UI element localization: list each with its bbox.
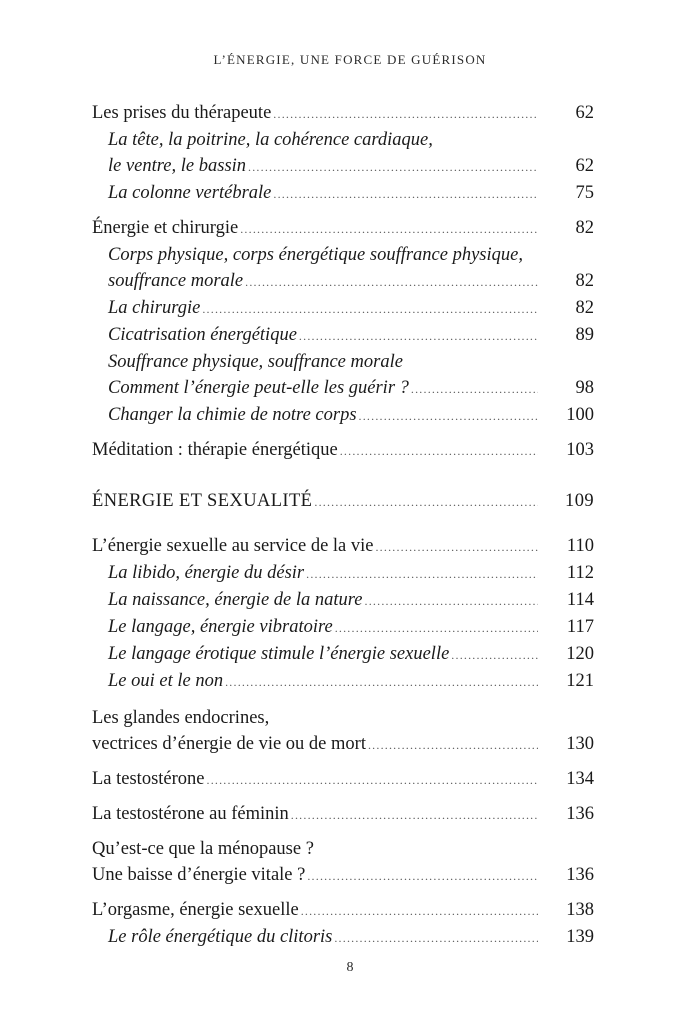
toc-page-number: 117 [566, 617, 594, 637]
toc-page-number: 100 [566, 405, 594, 425]
toc-page-number: 75 [575, 183, 594, 203]
toc-subentry [92, 587, 594, 614]
toc-chapter [92, 488, 594, 515]
toc-entry-title: vectrices d’énergie de vie ou de mort [92, 734, 366, 754]
dot-leader [335, 615, 538, 641]
dot-leader [451, 642, 538, 668]
toc-entry-title: La libido, énergie du désir [108, 563, 305, 583]
dot-leader [307, 863, 538, 889]
dot-leader [306, 561, 538, 587]
toc-subentry [92, 924, 594, 951]
toc-entry-title: Qu’est-ce que la ménopause ? [92, 839, 314, 859]
toc-page-number: 136 [566, 804, 594, 824]
toc-entry-title: La chirurgie [108, 298, 201, 318]
table-of-contents [92, 100, 594, 951]
toc-entry-title: L’énergie sexuelle au service de la vie [92, 536, 374, 556]
dot-leader [365, 588, 538, 614]
toc-page-number: 114 [566, 590, 594, 610]
dot-leader [248, 154, 538, 180]
toc-entry-title: La tête, la poitrine, la cohérence cardiaque, [108, 130, 433, 150]
toc-entry [92, 100, 594, 127]
dot-leader [301, 898, 538, 924]
toc-page-number: 62 [575, 156, 594, 176]
dot-leader [314, 489, 538, 515]
dot-leader [359, 403, 538, 429]
toc-entry-title: La colonne vertébrale [108, 183, 272, 203]
toc-entry [92, 215, 594, 242]
toc-page-number: 134 [566, 769, 594, 789]
toc-entry [92, 897, 594, 924]
toc-entry-title: Les glandes endocrines, [92, 708, 270, 728]
dot-leader [375, 534, 538, 560]
toc-page-number: 98 [575, 378, 594, 398]
dot-leader [273, 181, 538, 207]
toc-entry-title: Changer la chimie de notre corps [108, 405, 357, 425]
toc-page-number: 110 [566, 536, 594, 556]
toc-page-number: 138 [566, 900, 594, 920]
toc-entry-title: Les prises du thérapeute [92, 103, 272, 123]
toc-subentry [92, 668, 594, 695]
running-head: L’ÉNERGIE, UNE FORCE DE GUÉRISON [213, 52, 487, 67]
toc-entry-title: Comment l’énergie peut-elle les guérir ? [108, 378, 409, 398]
toc-entry-title: Le oui et le non [108, 671, 224, 691]
toc-entry [92, 533, 594, 560]
dot-leader [240, 216, 538, 242]
toc-subentry [92, 402, 594, 429]
toc-entry-title: La naissance, énergie de la nature [108, 590, 363, 610]
toc-entry-title: le ventre, le bassin [108, 156, 247, 176]
dot-leader [334, 925, 538, 951]
toc-entry-title: ÉNERGIE ET SEXUALITÉ [92, 491, 313, 511]
dot-leader [225, 669, 538, 695]
toc-subentry [92, 641, 594, 668]
toc-entry-title: Le langage, énergie vibratoire [108, 617, 333, 637]
toc-page-number: 112 [566, 563, 594, 583]
toc-page-number: 82 [575, 271, 594, 291]
dot-leader [202, 296, 538, 322]
dot-leader [299, 323, 538, 349]
dot-leader [340, 438, 538, 464]
toc-page-number: 136 [566, 865, 594, 885]
toc-page-number: 109 [565, 491, 594, 511]
toc-entry [92, 801, 594, 828]
toc-entry-title: Cicatrisation énergétique [108, 325, 297, 345]
toc-entry-title: Une baisse d’énergie vitale ? [92, 865, 306, 885]
toc-subentry [92, 242, 594, 295]
toc-entry-title: Méditation : thérapie énergétique [92, 440, 338, 460]
toc-page-number: 82 [575, 218, 594, 238]
toc-subentry [92, 322, 594, 349]
toc-subentry [92, 349, 594, 402]
toc-entry-title: Le langage érotique stimule l’énergie sexuelle [108, 644, 450, 664]
toc-page-number: 62 [575, 103, 594, 123]
page-number: 8 [346, 960, 354, 975]
toc-entry [92, 836, 594, 889]
dot-leader [245, 269, 538, 295]
toc-subentry [92, 180, 594, 207]
dot-leader [273, 101, 538, 127]
toc-page-number: 130 [566, 734, 594, 754]
toc-page-number: 121 [566, 671, 594, 691]
dot-leader [411, 376, 538, 402]
toc-entry-title: Souffrance physique, souffrance morale [108, 352, 403, 372]
toc-subentry [92, 295, 594, 322]
toc-entry-title: Corps physique, corps énergétique souffrance physique, [108, 245, 523, 265]
toc-page-number: 103 [566, 440, 594, 460]
dot-leader [368, 732, 538, 758]
toc-page-number: 82 [575, 298, 594, 318]
dot-leader [291, 802, 538, 828]
toc-entry [92, 437, 594, 464]
toc-subentry [92, 127, 594, 180]
toc-entry-title: Le rôle énergétique du clitoris [108, 927, 333, 947]
toc-page-number: 120 [566, 644, 594, 664]
toc-page-number: 89 [575, 325, 594, 345]
toc-entry-title: souffrance morale [108, 271, 244, 291]
dot-leader [207, 767, 539, 793]
toc-entry-title: L’orgasme, énergie sexuelle [92, 900, 299, 920]
toc-entry-title: La testostérone [92, 769, 205, 789]
toc-entry [92, 766, 594, 793]
toc-subentry [92, 614, 594, 641]
toc-page-number: 139 [566, 927, 594, 947]
toc-entry-title: La testostérone au féminin [92, 804, 289, 824]
toc-subentry [92, 560, 594, 587]
toc-entry [92, 705, 594, 758]
toc-entry-title: Énergie et chirurgie [92, 218, 239, 238]
